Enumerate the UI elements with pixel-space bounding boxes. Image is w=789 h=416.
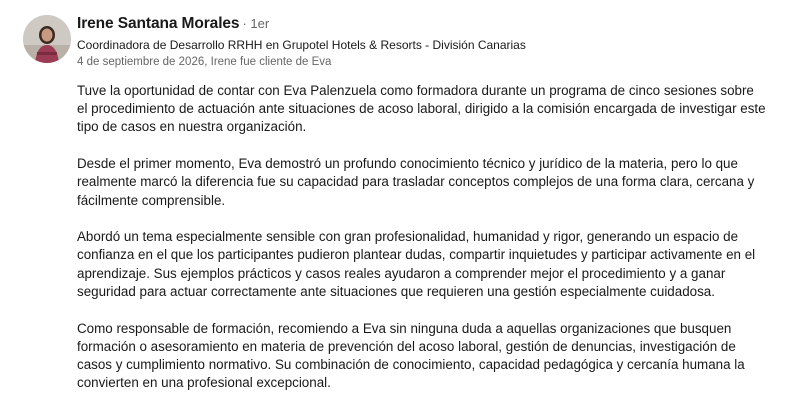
author-header: [77, 15, 767, 69]
author-avatar[interactable]: [23, 15, 71, 63]
paragraph: Desde el primer momento, Eva demostró un profundo conocimiento técnico y jurídico de la materia, pero lo que realmente marcó la diferencia fue su capacidad para trasladar conceptos complejos de una forma clara, cercana y fácilmente comprensible.: [77, 156, 755, 208]
paragraph: Tuve la oportunidad de contar con Eva Palenzuela como formadora durante un programa de cinco sesiones sobre el procedimiento de actuación ante situaciones de acoso laboral, dirigido a la comisión encargada de investigar este tipo de casos en nuestra organización.: [77, 83, 766, 135]
profile-photo-icon: [23, 15, 71, 63]
author-name-line: [77, 15, 767, 37]
recommendation-meta: 4 de septiembre de 2026, Irene fue cliente de Eva: [77, 56, 332, 68]
recommendation-text: [77, 82, 767, 411]
author-headline: Coordinadora de Desarrollo RRHH en Grupotel Hotels & Resorts - División Canarias: [77, 38, 526, 52]
paragraph: Abordó un tema especialmente sensible con gran profesionalidad, humanidad y rigor, generando un espacio de confianza en el que los participantes pudieron plantear dudas, compartir inquietudes y participar activamente en el aprendizaje. Sus ejemplos prácticos y casos reales ayudaron a comprender mejor el procedimiento y a ganar seguridad para actuar correctamente ante situaciones que requieren una gestión especialmente cuidadosa.: [77, 229, 756, 299]
paragraph: Como responsable de formación, recomiendo a Eva sin ninguna duda a aquellas organizaciones que busquen formación o asesoramiento en materia de prevención del acoso laboral, gestión de denuncias, investigación de casos y cumplimiento normativo. Su combinación de conocimiento, capacidad pedagógica y cercanía humana la convierten en una profesional excepcional.: [77, 320, 745, 391]
author-name[interactable]: Irene Santana Morales: [77, 15, 240, 32]
connection-degree: · 1er: [242, 16, 270, 31]
